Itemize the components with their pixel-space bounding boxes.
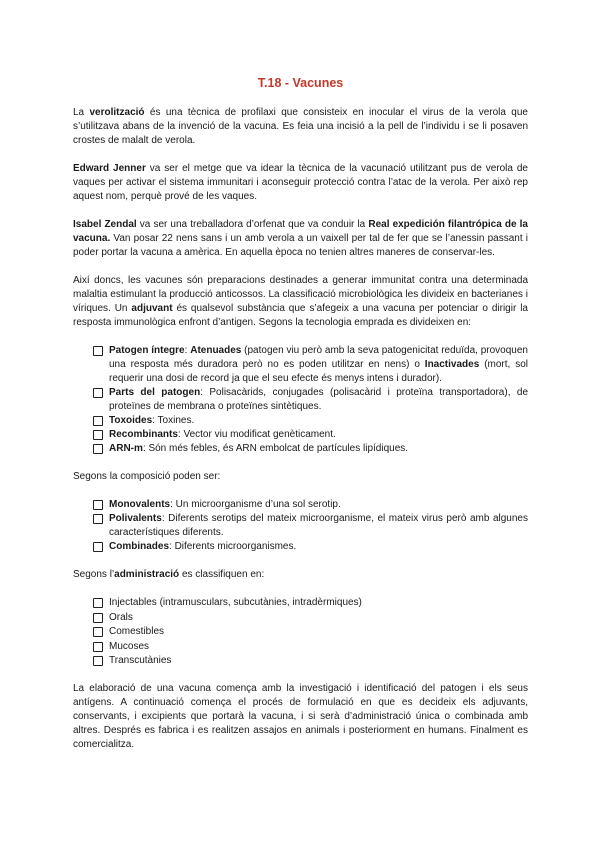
bold-term: Polivalents bbox=[109, 513, 162, 524]
text: : Polisacàrids, conjugades (polisacàrid i proteïna transportadora), de proteïnes de membrana o proteïnes sintètiques. bbox=[109, 387, 529, 412]
list-item bbox=[93, 640, 528, 654]
list-item bbox=[93, 498, 528, 512]
checkbox[interactable] bbox=[93, 514, 103, 524]
list-item bbox=[93, 442, 528, 456]
checkbox[interactable] bbox=[93, 430, 103, 440]
paragraph-composicio: Segons la composició poden ser: bbox=[73, 471, 221, 482]
paragraph-elaboracio: La elaboració de una vacuna comença amb la investigació i identificació del patogen i els seus antígens. A continuació comença el procés de formulació en que es decideix els adjuvants, conservants, i excipients que portarà la vacuna, i si serà d’administració única o combinada amb altres. Després es fabrica i es realitzen assajos en animals i posteriorment en humans. Finalment es comercialitza. bbox=[73, 683, 528, 751]
text: Transcutànies bbox=[109, 655, 172, 667]
text: va ser el metge que va idear la tècnica de la vacunació utilitzant pus de verola de vaques per activar el sistema immunitari i aconseguir protecció contra l’atac de la verola. Per això rep aquest nom, perquè prové de les vaques. bbox=[73, 163, 528, 202]
list-item bbox=[93, 428, 528, 442]
document-page bbox=[73, 76, 528, 766]
bold-term: Edward Jenner bbox=[73, 163, 146, 174]
bold-term: Toxoides bbox=[109, 415, 153, 426]
list-item bbox=[93, 512, 528, 540]
text: Injectables (intramusculars, subcutànies, intradèrmiques) bbox=[109, 597, 362, 608]
list-item bbox=[93, 625, 528, 639]
checkbox[interactable] bbox=[93, 416, 103, 426]
text: (patogen viu però amb la seva patogenicitat reduïda, provoquen una resposta més duradora però no es poden utilitzar en nens) o bbox=[109, 345, 528, 370]
bold-term: Real expedición filantrópica de la vacuna. bbox=[73, 219, 528, 244]
list-item bbox=[93, 540, 528, 554]
text: es classifiquen en: bbox=[179, 569, 265, 580]
bold-term: Inactivades bbox=[424, 359, 480, 370]
text: va ser una treballadora d’orfenat que va conduir la bbox=[136, 219, 369, 230]
text: : Diferents microorganismes. bbox=[169, 541, 297, 552]
text: Mucoses bbox=[109, 640, 150, 652]
administration-list bbox=[73, 596, 528, 668]
bold-term: Parts del patogen bbox=[109, 387, 201, 398]
bold-term: Combinades bbox=[109, 541, 170, 552]
text: : Toxines. bbox=[152, 415, 195, 426]
text: Segons l’ bbox=[73, 569, 115, 580]
text: és qualsevol substància que s’afegeix a una vacuna per potenciar o dirigir la resposta immunològica enfront d’antigen. Segons la tecnologia emprada es divideixen en: bbox=[73, 303, 528, 328]
paragraph-zendal bbox=[73, 218, 528, 260]
checkbox[interactable] bbox=[93, 598, 103, 608]
bold-term: verolització bbox=[89, 107, 145, 118]
bold-term: Monovalents bbox=[109, 499, 171, 510]
text: : Són més febles, és ARN embolcat de partícules lipídiques. bbox=[142, 443, 409, 454]
bold-term: Isabel Zendal bbox=[73, 219, 137, 230]
text: Van posar 22 nens sans i un amb verola a un vaixell per tal de fer que se l’anessin passant i poder portar la vacuna a amèrica. En aquella època no tenien altres maneres de conservar-les. bbox=[73, 233, 528, 258]
text: Així doncs, les vacunes són preparacions destinades a generar immunitat contra una determinada malaltia estimulant la producció anticossos. La classificació microbiològica les divideix en bacterianes i víriques. Un bbox=[73, 275, 528, 314]
text: Orals bbox=[109, 611, 133, 623]
text: és una tècnica de profilaxi que consisteix en inocular el virus de la verola que s’utilitzava abans de la invenció de la vacuna. Es feia una incisió a la pell de l’individu i se li posaven crostes de malalt de verola. bbox=[73, 107, 528, 146]
paragraph-administracio bbox=[73, 568, 528, 582]
list-item bbox=[93, 654, 528, 668]
list-item bbox=[93, 344, 528, 386]
list-item bbox=[93, 596, 528, 610]
list-item bbox=[93, 386, 528, 414]
checkbox[interactable] bbox=[93, 346, 103, 356]
paragraph-vacunes bbox=[73, 274, 528, 330]
checkbox[interactable] bbox=[93, 388, 103, 398]
paragraph-verolitzacio bbox=[73, 106, 528, 148]
checkbox[interactable] bbox=[93, 500, 103, 510]
checkbox[interactable] bbox=[93, 642, 103, 652]
checkbox[interactable] bbox=[93, 656, 103, 666]
list-item bbox=[93, 414, 528, 428]
page-title: T.18 - Vacunes bbox=[257, 76, 344, 90]
bold-term: administració bbox=[114, 569, 180, 580]
bold-term: Patogen íntegre bbox=[109, 345, 185, 356]
technology-list bbox=[73, 344, 528, 456]
text: : bbox=[184, 345, 191, 356]
checkbox[interactable] bbox=[93, 613, 103, 623]
checkbox[interactable] bbox=[93, 627, 103, 637]
checkbox[interactable] bbox=[93, 542, 103, 552]
text: : Vector viu modificat genèticament. bbox=[177, 429, 336, 440]
bold-term: Atenuades bbox=[190, 345, 242, 356]
text: : Diferents serotips del mateix microorganisme, el mateix virus però amb algunes característiques diferents. bbox=[109, 513, 528, 538]
checkbox[interactable] bbox=[93, 444, 103, 454]
bold-term: ARN-m bbox=[109, 443, 143, 454]
text: (mort, sol requerir una dosi de record ja que el seu efecte és menys intens i durador). bbox=[109, 359, 528, 384]
list-item bbox=[93, 611, 528, 625]
bold-term: Recombinants bbox=[109, 429, 178, 440]
bold-term: adjuvant bbox=[131, 303, 173, 314]
text: : Un microorganisme d’una sol serotip. bbox=[170, 499, 341, 510]
text: Comestibles bbox=[109, 626, 165, 638]
composition-list bbox=[73, 498, 528, 554]
text: La bbox=[73, 107, 90, 118]
paragraph-jenner bbox=[73, 162, 528, 204]
